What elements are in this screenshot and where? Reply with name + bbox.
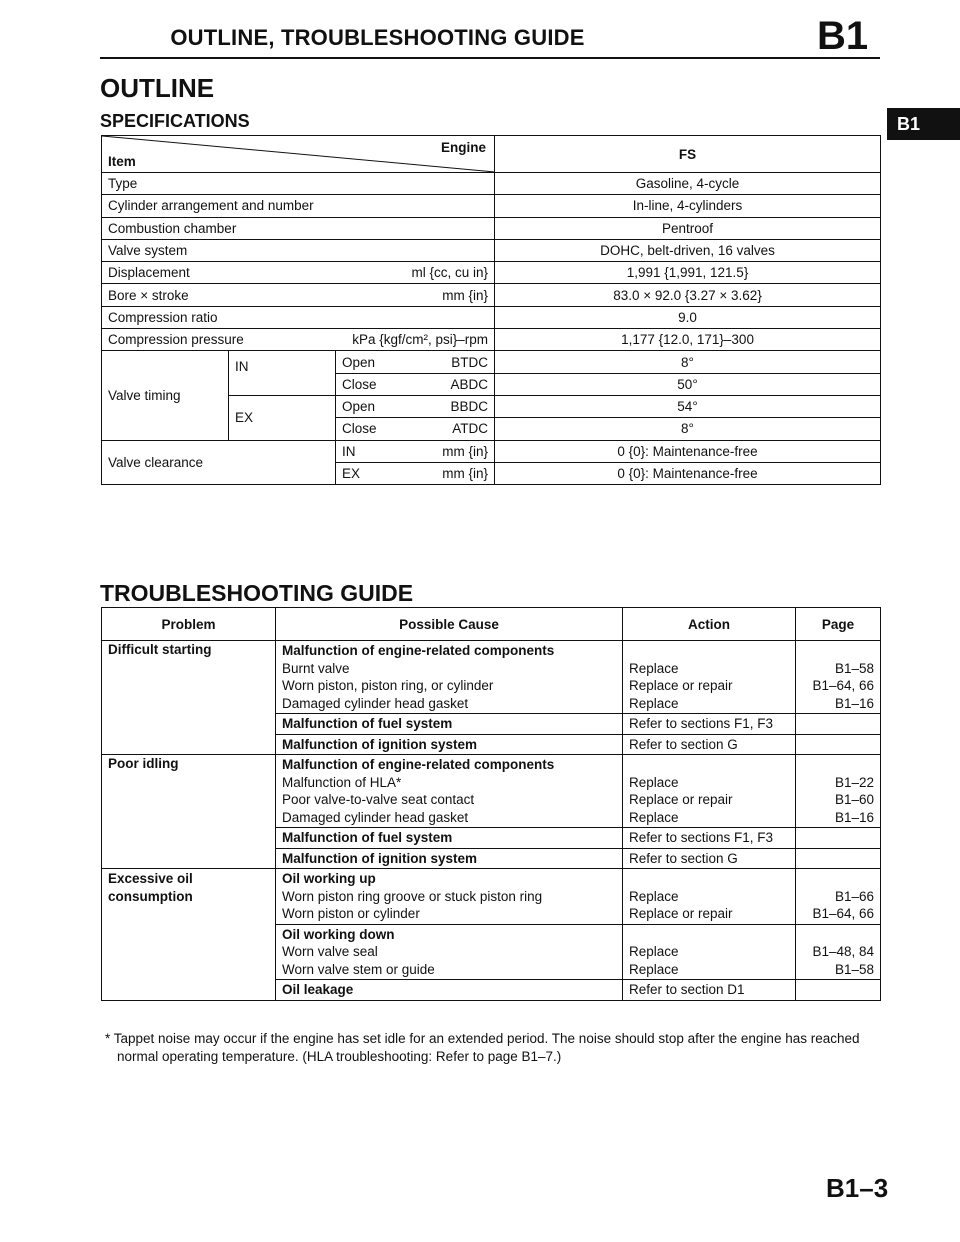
spec-value: 9.0 [495,306,881,328]
section-code: B1 [817,14,869,58]
cause-group-heading: Oil working up [282,871,376,886]
cause-group-heading: Oil working down [282,926,395,942]
diagonal-header-cell [102,136,495,173]
page-number: B1–3 [826,1173,889,1203]
spec-value: Gasoline, 4-cycle [495,173,881,195]
spec-row [102,306,881,328]
cause-group-heading: Malfunction of engine-related components [282,757,555,772]
timing-ref: BBDC [450,399,489,415]
page-ref: B1–16 [834,695,874,711]
cause-item: Worn piston ring groove or stuck piston ring [282,888,543,904]
spec-item: Valve system [102,239,495,261]
problem-difficult-starting: Difficult starting [102,641,276,755]
footnote-line: * Tappet noise may occur if the engine has set idle for an extended period. The noise should stop after the engine has reached [105,1031,860,1046]
spec-item: Bore × stroke [108,287,189,303]
spec-row [102,195,881,217]
timing-value: 54° [495,395,881,417]
spec-value: 1,177 {12.0, 171}–300 [495,329,881,351]
spec-row [102,173,881,195]
valve-clearance-label: Valve clearance [102,440,336,485]
page-ref: B1–66 [834,888,874,904]
table-row [102,869,881,925]
cause-item: Poor valve-to-valve seat contact [282,792,475,807]
timing-event: Close [342,376,377,392]
action-item: Replace [629,944,679,959]
action-item: Refer to section D1 [629,982,745,997]
problem-excessive-oil-consumption: Excessive oil consumption [102,869,276,1001]
spec-unit: kPa {kgf/cm², psi}–rpm [352,332,489,348]
outline-title: OUTLINE [100,73,215,103]
ts-header-row [102,608,881,641]
header-rule [100,57,880,59]
valve-timing-label: Valve timing [102,351,229,440]
cause-item: Worn valve stem or guide [282,961,435,977]
cause-item: Worn piston, piston ring, or cylinder [282,678,494,693]
spec-value: In-line, 4-cylinders [495,195,881,217]
cause-item: Damaged cylinder head gasket [282,809,469,825]
action-item: Refer to sections F1, F3 [629,716,774,731]
action-item: Refer to section G [629,850,738,866]
spec-item: Compression ratio [102,306,495,328]
cause-header: Possible Cause [276,608,623,641]
clearance-side: IN [342,443,356,459]
action-item: Replace [629,809,679,825]
action-item: Replace or repair [629,792,733,807]
engine-label: Engine [441,140,487,155]
timing-value: 8° [495,418,881,440]
cause-item: Burnt valve [282,660,350,676]
action-item: Replace or repair [629,678,733,693]
page-ref [796,828,881,849]
cause-group-heading: Oil leakage [282,982,354,997]
timing-event: Open [342,354,376,370]
page-ref: B1–64, 66 [812,906,874,921]
table-row [102,755,881,828]
problem-header: Problem [102,608,276,641]
spec-row [102,329,881,351]
page-ref: B1–22 [834,774,874,790]
spec-row [102,262,881,284]
item-label: Item [108,154,136,169]
page-ref: B1–64, 66 [812,678,874,693]
cause-item: Damaged cylinder head gasket [282,695,469,711]
diagonal-line [102,136,495,172]
spec-item: Type [102,173,495,195]
spec-value: DOHC, belt-driven, 16 valves [495,239,881,261]
action-item: Replace [629,888,679,904]
cause-item: Worn piston or cylinder [282,906,420,921]
clearance-value: 0 {0}: Maintenance-free [495,440,881,462]
footnote-line: normal operating temperature. (HLA troubleshooting: Refer to page B1–7.) [117,1048,562,1064]
page-ref: B1–58 [834,660,874,676]
action-item: Refer to sections F1, F3 [629,830,774,845]
specifications-table [101,135,881,485]
clearance-unit: mm {in} [442,466,489,481]
page-ref [796,714,881,735]
section-tab: B1 [887,108,960,140]
cause-group-heading: Malfunction of fuel system [282,830,453,845]
action-item: Replace [629,961,679,977]
valve-ex-label: EX [229,395,336,440]
action-item: Replace or repair [629,906,733,921]
action-header: Action [623,608,796,641]
timing-event: Close [342,421,377,437]
spec-row [102,284,881,306]
spec-unit: ml {cc, cu in} [411,265,489,281]
timing-ref: ATDC [452,421,489,437]
cause-item: Worn valve seal [282,944,378,959]
footnote [105,1030,885,1065]
page-ref: B1–58 [834,961,874,977]
page-ref: B1–48, 84 [812,944,874,959]
page-ref: B1–16 [834,809,874,825]
timing-ref: BTDC [451,354,489,370]
action-item: Replace [629,774,679,790]
action-item: Replace [629,660,679,676]
page-ref [796,980,881,1001]
troubleshooting-title: TROUBLESHOOTING GUIDE [100,580,414,606]
troubleshooting-table [101,607,881,1001]
cause-group-heading: Malfunction of ignition system [282,736,477,752]
table-row [102,641,881,714]
action-item: Replace [629,695,679,711]
spec-item: Combustion chamber [102,217,495,239]
spec-row [102,217,881,239]
spec-value: Pentroof [495,217,881,239]
valve-timing-row [102,351,881,373]
timing-value: 50° [495,373,881,395]
problem-poor-idling: Poor idling [102,755,276,869]
cause-group-heading: Malfunction of ignition system [282,850,477,866]
clearance-unit: mm {in} [442,443,489,459]
page-header: Page [796,608,881,641]
page-header-title: OUTLINE, TROUBLESHOOTING GUIDE [170,25,585,50]
spec-item: Displacement [108,265,190,281]
page-ref [796,734,881,755]
clearance-side: EX [342,466,361,481]
spec-value: 83.0 × 92.0 {3.27 × 3.62} [495,284,881,306]
page-ref [796,848,881,869]
spec-item: Compression pressure [108,332,244,348]
spec-row [102,239,881,261]
specifications-subtitle: SPECIFICATIONS [100,111,250,131]
spec-unit: mm {in} [442,287,489,303]
fs-header: FS [495,136,881,173]
timing-ref: ABDC [450,376,489,392]
valve-in-label: IN [229,351,336,396]
action-item: Refer to section G [629,736,738,752]
timing-value: 8° [495,351,881,373]
spec-item: Cylinder arrangement and number [102,195,495,217]
cause-group-heading: Malfunction of fuel system [282,716,453,731]
spec-header-row [102,136,881,173]
timing-event: Open [342,399,376,415]
cause-group-heading: Malfunction of engine-related components [282,643,555,658]
page-ref: B1–60 [834,792,874,807]
clearance-value: 0 {0}: Maintenance-free [495,462,881,484]
valve-clearance-row [102,440,881,462]
cause-item: Malfunction of HLA* [282,774,402,790]
spec-value: 1,991 {1,991, 121.5} [495,262,881,284]
